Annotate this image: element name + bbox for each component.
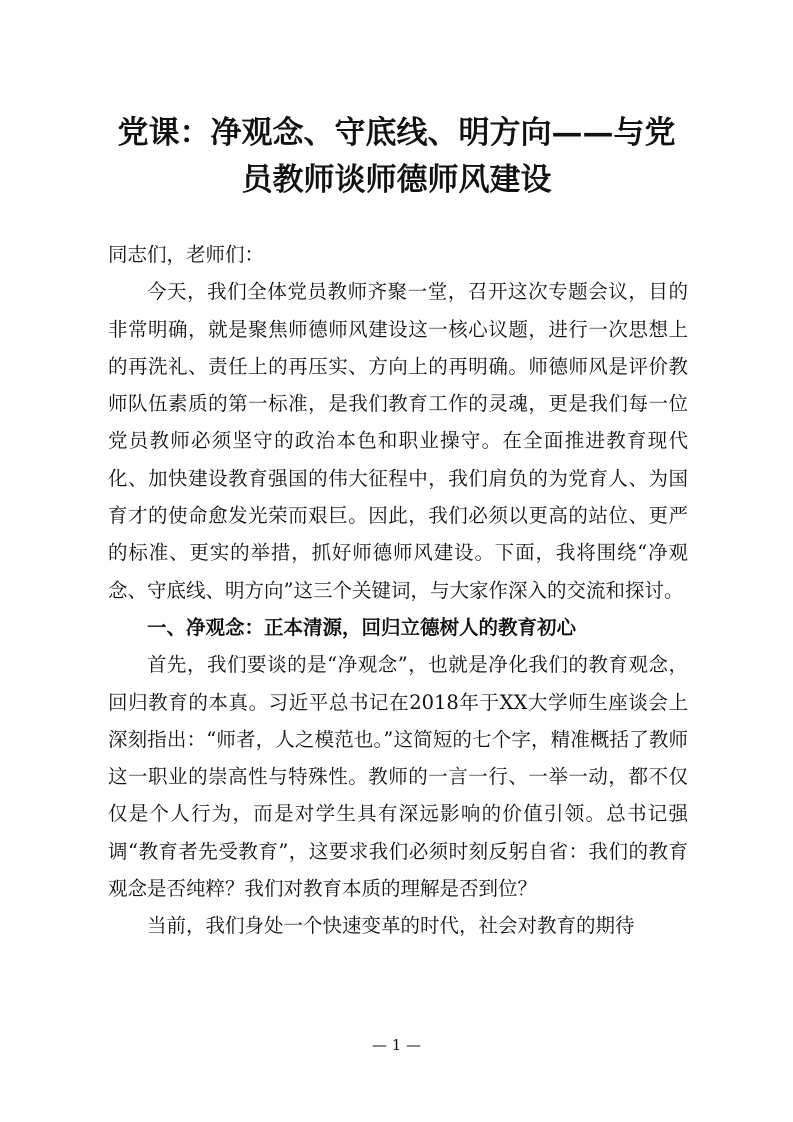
- body-paragraph: 当前，我们身处一个快速变革的时代，社会对教育的期待: [147, 914, 635, 938]
- section-heading: 一、净观念：正本清源，回归立德树人的教育初心: [147, 615, 577, 639]
- body-paragraph: 今天，我们全体党员教师齐聚一堂，召开这次专题会议，目的非常明确，就是聚焦师德师风建设这一核心议题，进行一次思想上的再洗礼、责任上的再压实、方向上的再明确。师德师风是评价教师队伍素质的第一标准，是我们教育工作的灵魂，更是我们每一位党员教师必须坚守的政治本色和职业操守。在全面推进教育现代化、加快建设教育强国的伟大征程中，我们肩负的为党育人、为国育才的使命愈发光荣而艰巨。因此，我们必须以更高的站位、更严的标准、更实的举措，抓好师德师风建设。下面，我将围绕“净观念、守底线、明方向”这三个关键词，与大家作深入的交流和探讨。: [108, 280, 688, 602]
- salutation: 同志们，老师们：: [108, 243, 265, 266]
- body-paragraph: 首先，我们要谈的是“净观念”，也就是净化我们的教育观念，回归教育的本真。习近平总书记在2018年于XX大学师生座谈会上深刻指出：“师者，人之模范也。”这简短的七个字，精准概括了教师这一职业的崇高性与特殊性。教师的一言一行、一举一动，都不仅仅是个人行为，而是对学生具有深远影响的价值引领。总书记强调“教育者先受教育”，这要求我们必须时刻反躬自省：我们的教育观念是否纯粹？我们对教育本质的理解是否到位？: [108, 653, 688, 901]
- title-line-1: 党课：净观念、守底线、明方向——与党: [117, 115, 676, 151]
- title-line-2: 员教师谈师德师风建设: [241, 162, 552, 198]
- document-body: [108, 236, 688, 945]
- page-number: — 1 —: [371, 1036, 422, 1054]
- document-title: [100, 110, 693, 204]
